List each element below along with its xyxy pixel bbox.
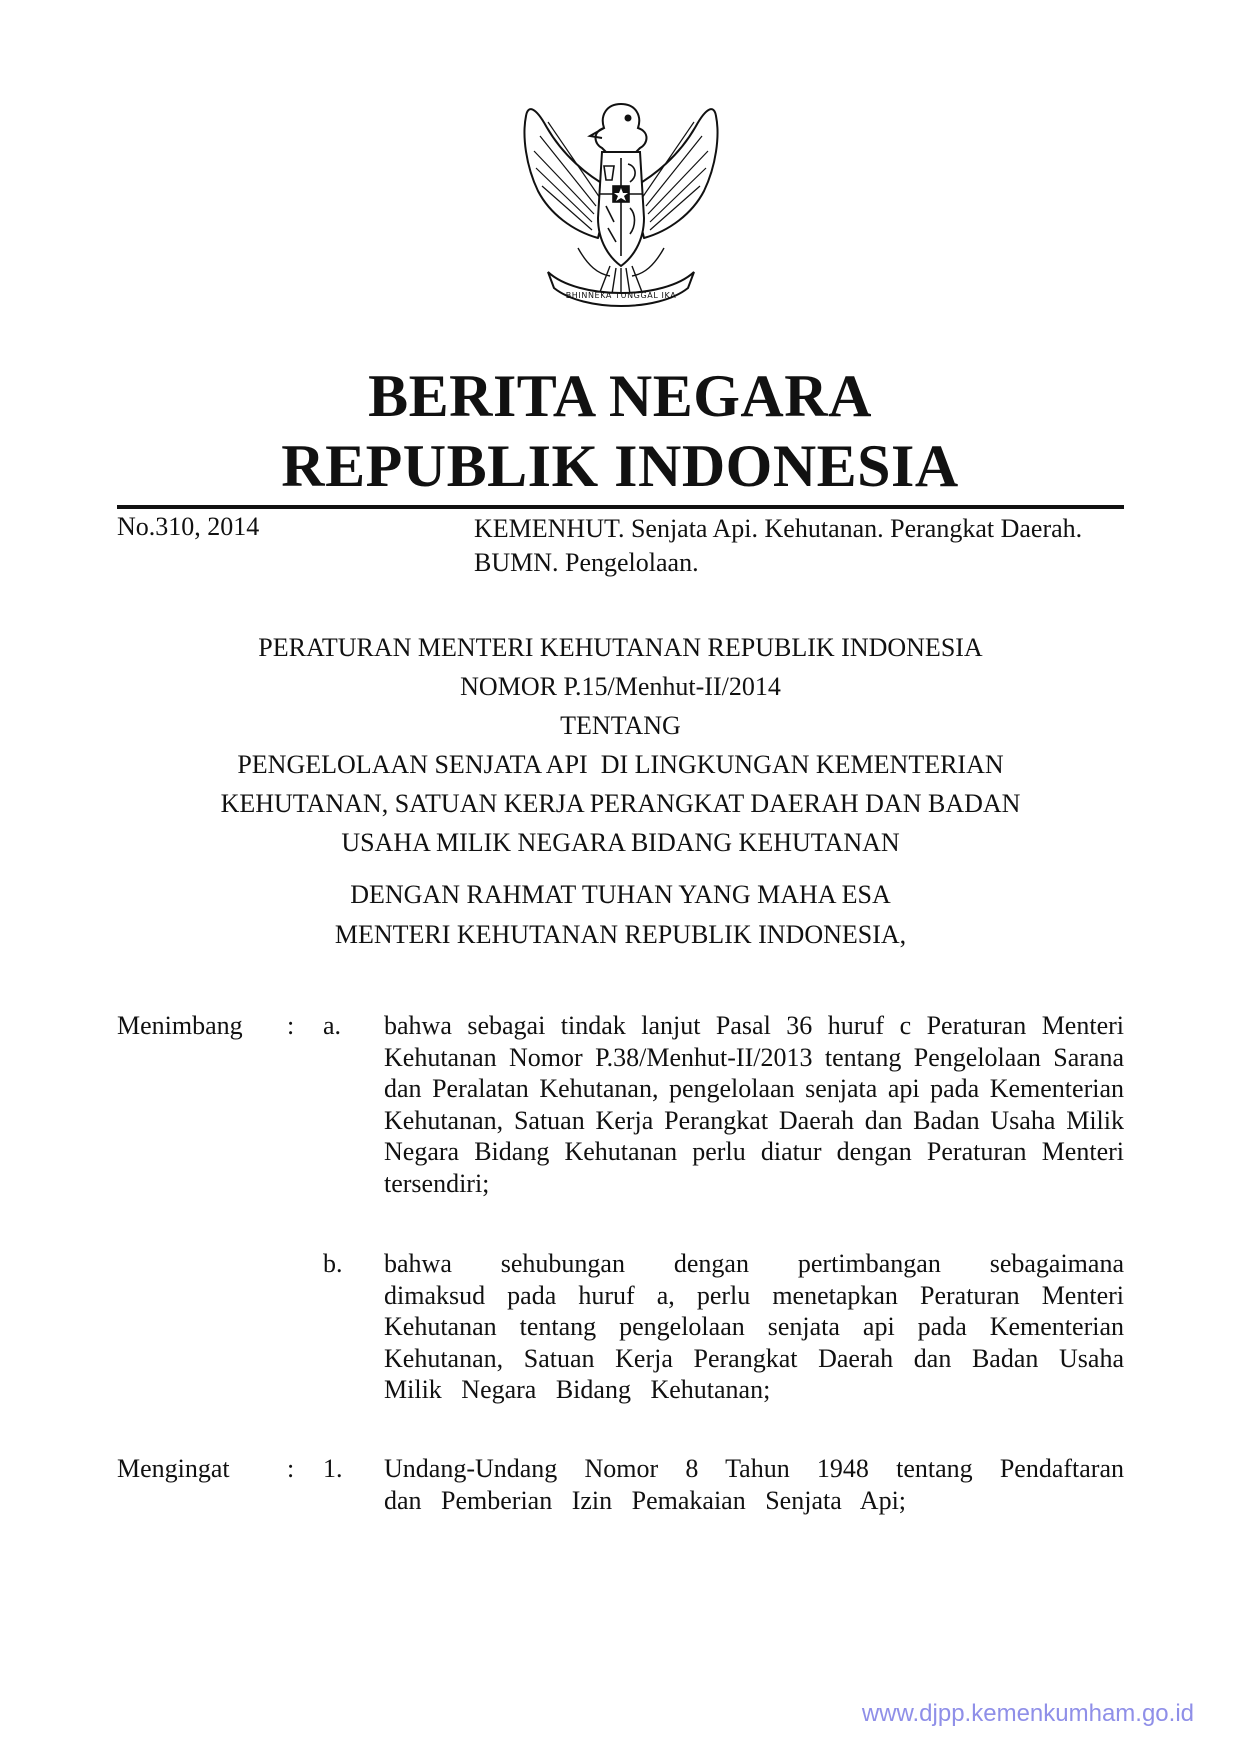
- preamble-line: MENTERI KEHUTANAN REPUBLIK INDONESIA,: [334, 920, 907, 949]
- regulation-title-line: USAHA MILIK NEGARA BIDANG KEHUTANAN: [341, 828, 900, 857]
- masthead-divider: [117, 505, 1124, 509]
- mengingat-item-marker: 1.: [323, 1454, 343, 1483]
- masthead-title-line1: BERITA NEGARA: [368, 363, 872, 429]
- menimbang-colon: :: [287, 1011, 295, 1040]
- mengingat-label: Mengingat: [117, 1454, 230, 1483]
- publication-subject: KEMENHUT. Senjata Api. Kehutanan. Perangkat Daerah. BUMN. Pengelolaan.: [474, 514, 1083, 577]
- masthead-title-line2: REPUBLIK INDONESIA: [281, 433, 959, 499]
- menimbang-item-text: bahwa sebagai tindak lanjut Pasal 36 huruf c Peraturan Menteri Kehutanan Nomor P.38/Menhut-II/2013 tentang Pengelolaan Sarana dan Peralatan Kehutanan, pengelolaan senjata api pada Kementerian Kehutanan, Satuan Kerja Perangkat Daerah dan Badan Usaha Milik Negara Bidang Kehutanan perlu diatur dengan Peraturan Menteri tersendiri;: [384, 1011, 1124, 1198]
- svg-text:BHINNEKA TUNGGAL IKA: BHINNEKA TUNGGAL IKA: [565, 291, 677, 300]
- regulation-title-line: KEHUTANAN, SATUAN KERJA PERANGKAT DAERAH DAN BADAN: [220, 789, 1021, 818]
- menimbang-label: Menimbang: [117, 1011, 243, 1040]
- regulation-title: [117, 628, 1124, 862]
- preamble: [117, 875, 1124, 955]
- menimbang-item-text: bahwa sehubungan dengan pertimbangan sebagaimana dimaksud pada huruf a, perlu menetapkan Peraturan Menteri Kehutanan tentang pengelolaan senjata api pada Kementerian Kehutanan, Satuan Kerja Perangkat Daerah dan Badan Usaha Milik Negara Bidang Kehutanan;: [384, 1249, 1124, 1405]
- mengingat-colon: :: [287, 1454, 295, 1483]
- regulation-title-line: TENTANG: [560, 711, 681, 740]
- mengingat-item-text: Undang-Undang Nomor 8 Tahun 1948 tentang Pendaftaran dan Pemberian Izin Pemakaian Senjata Api;: [384, 1454, 1124, 1515]
- footer-url-link[interactable]: www.djpp.kemenkumham.go.id: [861, 1700, 1194, 1727]
- preamble-line: DENGAN RAHMAT TUHAN YANG MAHA ESA: [350, 880, 891, 909]
- regulation-title-line: PERATURAN MENTERI KEHUTANAN REPUBLIK INDONESIA: [258, 633, 983, 662]
- garuda-pancasila-emblem-icon: [518, 96, 724, 311]
- regulation-title-line: PENGELOLAAN SENJATA API DI LINGKUNGAN KEMENTERIAN: [237, 750, 1004, 779]
- menimbang-item-marker: a.: [323, 1011, 342, 1040]
- publication-number: No.310, 2014: [117, 512, 260, 541]
- regulation-number: NOMOR P.15/Menhut-II/2014: [460, 672, 781, 701]
- menimbang-item-marker: b.: [323, 1249, 343, 1278]
